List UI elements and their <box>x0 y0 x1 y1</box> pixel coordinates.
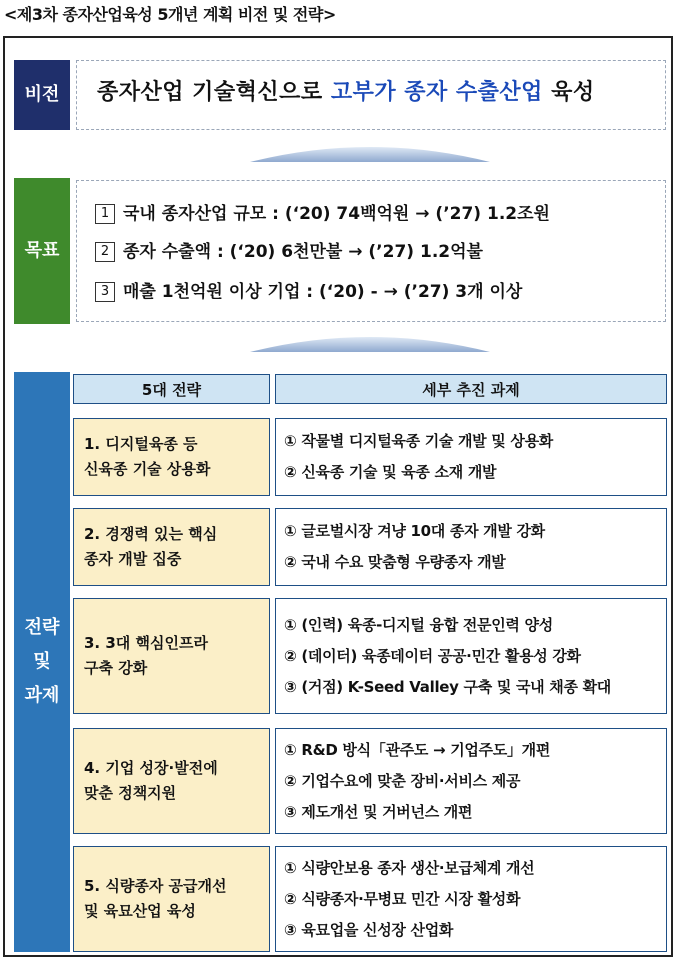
vision-text-highlight: 고부가 종자 수출산업 <box>330 80 543 105</box>
strategy-item <box>73 728 270 834</box>
goal-label: 목표 <box>14 178 70 324</box>
strategy-item <box>73 846 270 952</box>
task-item: ① 식량안보용 종자 생산·보급체계 개선 <box>284 858 535 877</box>
task-item: ① 글로벌시장 겨냥 10대 종자 개발 강화 <box>284 522 545 540</box>
figure-caption: <제3차 종자산업육성 5개년 계획 비전 및 전략> <box>4 5 336 24</box>
task-item: ② 식량종자·무병묘 민간 시장 활성화 <box>284 889 521 908</box>
connector-arrow-icon <box>250 330 490 352</box>
goal-item <box>95 237 483 262</box>
strategy-item <box>73 418 270 496</box>
strategy-text: 4. 기업 성장·발전에 맞춘 정책지원 <box>84 758 218 802</box>
vision-box <box>76 60 666 130</box>
vision-label: 비전 <box>14 60 70 130</box>
strategy-text: 2. 경쟁력 있는 핵심 종자 개발 집중 <box>84 524 218 568</box>
goal-number: 1 <box>95 204 115 224</box>
strategy-text: 3. 3대 핵심인프라 구축 강화 <box>84 633 208 677</box>
vision-statement <box>97 75 595 106</box>
goal-box <box>76 180 666 322</box>
task-item: ③ (거점) K-Seed Valley 구축 및 국내 채종 확대 <box>284 677 611 696</box>
task-list <box>275 508 667 586</box>
goal-text: 매출 1천억원 이상 기업 : (‘20) - → (’27) 3개 이상 <box>123 282 523 302</box>
connector-arrow-icon <box>250 140 490 162</box>
task-item: ③ 육묘업을 신성장 산업화 <box>284 920 454 939</box>
task-item: ② 국내 수요 맞춤형 우량종자 개발 <box>284 553 506 571</box>
strategy-item <box>73 598 270 714</box>
strategy-label <box>14 372 70 952</box>
goal-item <box>95 199 550 224</box>
goal-number: 3 <box>95 282 115 302</box>
task-list <box>275 598 667 714</box>
task-item: ② (데이터) 육종데이터 공공·민간 활용성 강화 <box>284 646 581 665</box>
header-tasks: 세부 추진 과제 <box>275 374 667 404</box>
task-list <box>275 846 667 952</box>
strategy-text: 5. 식량종자 공급개선 및 육묘산업 육성 <box>84 876 227 920</box>
task-item: ② 기업수요에 맞춘 장비·서비스 제공 <box>284 771 521 790</box>
goal-text: 종자 수출액 : (‘20) 6천만불 → (’27) 1.2억불 <box>123 242 483 262</box>
task-list <box>275 728 667 834</box>
vision-text-suffix: 육성 <box>542 80 595 105</box>
strategy-text: 1. 디지털육종 등 신육종 기술 상용화 <box>84 434 211 478</box>
vision-text-prefix: 종자산업 기술혁신으로 <box>97 80 331 105</box>
goal-number: 2 <box>95 242 115 262</box>
task-item: ① (인력) 육종-디지털 융합 전문인력 양성 <box>284 615 553 634</box>
task-item: ① 작물별 디지털육종 기술 개발 및 상용화 <box>284 432 553 450</box>
task-item: ① R&D 방식「관주도 → 기업주도」개편 <box>284 740 551 759</box>
task-item: ③ 제도개선 및 거버넌스 개편 <box>284 802 473 821</box>
goal-item <box>95 277 522 302</box>
strategy-label-text: 전략 및 과제 <box>24 616 60 707</box>
goal-text: 국내 종자산업 규모 : (‘20) 74백억원 → (’27) 1.2조원 <box>123 204 550 224</box>
task-list <box>275 418 667 496</box>
task-item: ② 신육종 기술 및 육종 소재 개발 <box>284 463 497 481</box>
strategy-item <box>73 508 270 586</box>
header-strategy: 5대 전략 <box>73 374 270 404</box>
